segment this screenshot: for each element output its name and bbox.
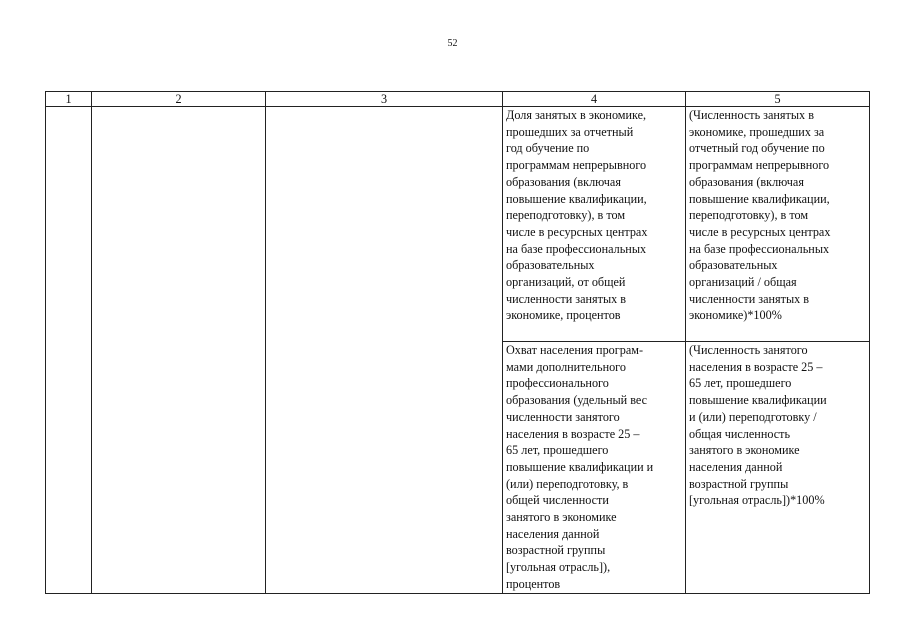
text-line: численности занятых в (506, 291, 627, 306)
indicator-table (45, 91, 870, 594)
text-line: численности занятого (506, 409, 620, 424)
text-line: образовательных (506, 258, 595, 273)
text-line: возрастной группы (506, 543, 606, 558)
text-line: общей численности (506, 493, 609, 508)
text-line: (Численность занятых в (689, 108, 814, 122)
column-number-2: 2 (92, 92, 266, 107)
indicator-text (506, 107, 684, 324)
text-line: экономике, прошедших за (689, 124, 825, 139)
column-number-3: 3 (266, 92, 503, 107)
text-line: 65 лет, прошедшего (689, 376, 792, 391)
formula-cell (686, 107, 870, 342)
text-line: (Численность занятого (689, 343, 808, 357)
text-line: общая численность (689, 426, 791, 441)
text-line: повышение квалификации и (506, 459, 654, 474)
text-line: населения данной (689, 459, 783, 474)
text-line: и (или) переподготовку / (689, 409, 817, 424)
column-number-5: 5 (686, 92, 870, 107)
text-line: населения в возрасте 25 – (689, 359, 823, 374)
formula-text (689, 342, 868, 509)
text-line: числе в ресурсных центрах (506, 224, 648, 239)
text-line: повышение квалификации (689, 393, 827, 408)
text-line: организаций, от общей (506, 275, 626, 290)
table-row (46, 107, 870, 342)
table-header-row (46, 92, 870, 107)
page-number: 52 (447, 38, 458, 49)
formula-cell (686, 342, 870, 594)
text-line: [угольная отрасль])*100% (689, 493, 825, 508)
text-line: на базе профессиональных (506, 241, 647, 256)
text-line: организаций / общая (689, 275, 797, 290)
text-line: (или) переподготовку, в (506, 476, 629, 491)
column-number-1: 1 (46, 92, 92, 107)
text-line: числе в ресурсных центрах (689, 224, 831, 239)
column-number-4: 4 (503, 92, 686, 107)
text-line: программам непрерывного (506, 158, 647, 173)
text-line: год обучение по (506, 141, 590, 156)
text-line: повышение квалификации, (689, 191, 830, 206)
text-line: [угольная отрасль]), (506, 560, 611, 575)
text-line: Охват населения програм- (506, 343, 644, 357)
empty-cell-col1 (46, 107, 92, 594)
text-line: переподготовку), в том (506, 208, 626, 223)
empty-cell-col3 (266, 107, 503, 594)
indicator-cell (503, 342, 686, 594)
text-line: переподготовку), в том (689, 208, 809, 223)
text-line: мами дополнительного (506, 359, 626, 374)
indicator-cell (503, 107, 686, 342)
text-line: экономике, процентов (506, 308, 621, 323)
text-line: населения в возрасте 25 – (506, 426, 640, 441)
empty-cell-col2 (92, 107, 266, 594)
text-line: программам непрерывного (689, 158, 830, 173)
text-line: прошедших за отчетный (506, 124, 634, 139)
text-line: численности занятых в (689, 291, 810, 306)
text-line: образования (включая (506, 174, 621, 189)
text-line: отчетный год обучение по (689, 141, 825, 156)
text-line: образования (удельный вес (506, 393, 648, 408)
text-line: экономике)*100% (689, 308, 782, 323)
text-line: образовательных (689, 258, 778, 273)
text-line: занятого в экономике (506, 510, 617, 525)
text-line: образования (включая (689, 174, 804, 189)
indicator-text (506, 342, 684, 593)
text-line: повышение квалификации, (506, 191, 647, 206)
text-line: населения данной (506, 526, 600, 541)
text-line: возрастной группы (689, 476, 789, 491)
formula-text (689, 107, 868, 324)
text-line: процентов (506, 576, 561, 591)
text-line: занятого в экономике (689, 443, 800, 458)
text-line: профессионального (506, 376, 609, 391)
text-line: на базе профессиональных (689, 241, 830, 256)
text-line: 65 лет, прошедшего (506, 443, 609, 458)
text-line: Доля занятых в экономике, (506, 108, 647, 122)
